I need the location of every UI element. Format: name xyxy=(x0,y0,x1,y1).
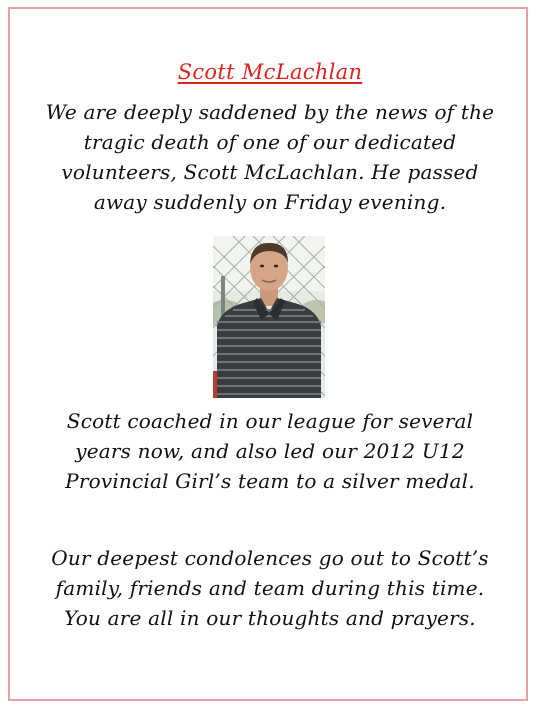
condolences-paragraph xyxy=(40,543,500,633)
text-line: Provincial Girl’s team to a silver medal. xyxy=(65,469,475,493)
text-line: years now, and also led our 2012 U12 xyxy=(75,439,465,463)
text-line: away suddenly on Friday evening. xyxy=(93,190,447,214)
text-line: Our deepest condolences go out to Scott’s xyxy=(51,546,489,570)
coaching-paragraph xyxy=(40,406,500,496)
text-line: family, friends and team during this time. xyxy=(55,576,485,600)
announcement-paragraph xyxy=(40,97,500,217)
text-line: volunteers, Scott McLachlan. He passed xyxy=(61,160,479,184)
text-line: Scott coached in our league for several xyxy=(66,409,474,433)
memorial-title: Scott McLachlan xyxy=(177,60,363,84)
text-line: tragic death of one of our dedicated xyxy=(83,130,457,154)
text-line: You are all in our thoughts and prayers. xyxy=(64,606,476,630)
text-line: We are deeply saddened by the news of the xyxy=(45,100,495,124)
portrait-photo xyxy=(213,236,325,398)
